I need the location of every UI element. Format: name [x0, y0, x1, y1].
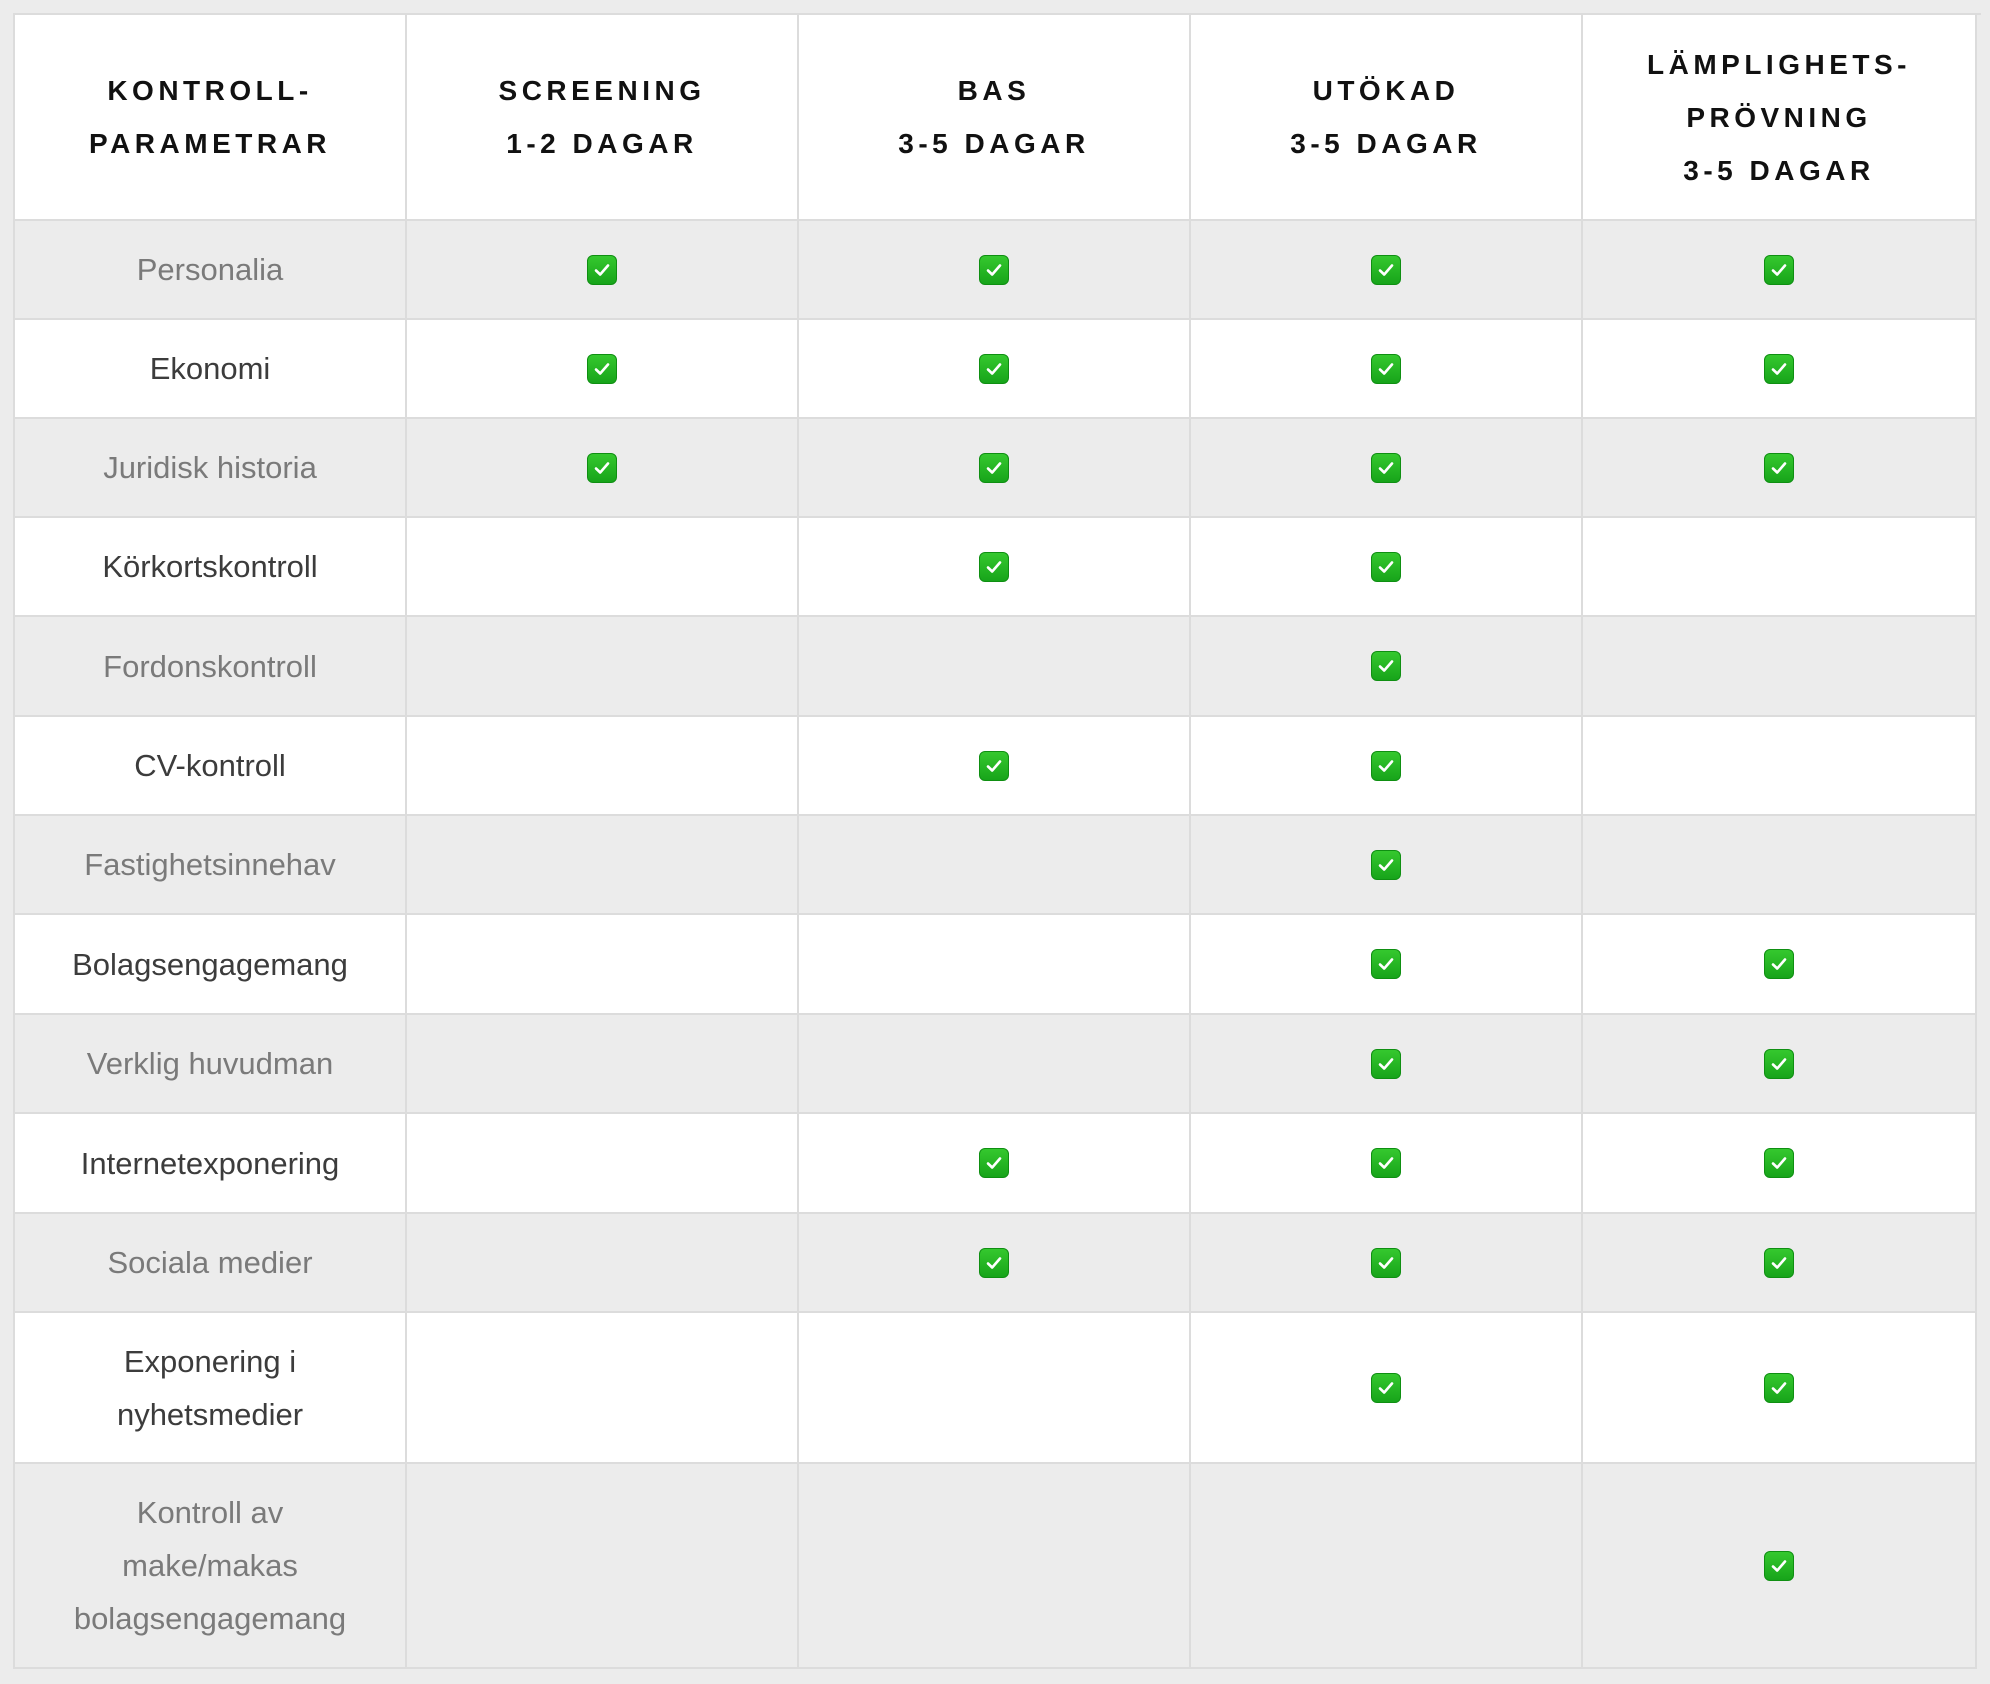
- table-cell: [799, 617, 1191, 717]
- table-cell: [1583, 1114, 1977, 1214]
- table-cell: [407, 617, 799, 717]
- check-mark-icon: [587, 354, 617, 384]
- check-mark-icon: [1371, 1148, 1401, 1178]
- table-cell: [407, 1214, 799, 1313]
- table-cell: [407, 320, 799, 419]
- check-mark-icon: [979, 751, 1009, 781]
- table-cell: [1191, 1464, 1583, 1669]
- table-cell: [407, 717, 799, 816]
- table-cell: [1191, 816, 1583, 915]
- table-cell: [1583, 1214, 1977, 1313]
- table-cell: [799, 1214, 1191, 1313]
- check-mark-icon: [1764, 1049, 1794, 1079]
- table-cell: [407, 816, 799, 915]
- table-cell: [1191, 221, 1583, 320]
- table-cell: [1583, 717, 1977, 816]
- check-mark-icon: [587, 255, 617, 285]
- row-label: Bolagsengagemang: [15, 915, 407, 1015]
- table-cell: [799, 320, 1191, 419]
- table-cell: [407, 1313, 799, 1464]
- column-header-parameters: KONTROLL- PARAMETRAR: [15, 15, 407, 221]
- table-cell: [1583, 320, 1977, 419]
- table-cell: [1191, 1313, 1583, 1464]
- comparison-table: [13, 13, 1981, 1669]
- row-label: CV-kontroll: [15, 717, 407, 816]
- table-cell: [1191, 1015, 1583, 1114]
- check-mark-icon: [1764, 949, 1794, 979]
- table-cell: [1191, 1214, 1583, 1313]
- check-mark-icon: [587, 453, 617, 483]
- check-mark-icon: [1371, 453, 1401, 483]
- row-label: Ekonomi: [15, 320, 407, 419]
- table-cell: [1583, 617, 1977, 717]
- check-mark-icon: [1764, 1248, 1794, 1278]
- check-mark-icon: [979, 453, 1009, 483]
- check-mark-icon: [1371, 651, 1401, 681]
- check-mark-icon: [1764, 1373, 1794, 1403]
- table-cell: [799, 419, 1191, 518]
- table-cell: [1583, 518, 1977, 617]
- table-cell: [799, 1464, 1191, 1669]
- table-cell: [1191, 915, 1583, 1015]
- table-cell: [1583, 915, 1977, 1015]
- check-mark-icon: [1371, 850, 1401, 880]
- table-cell: [1191, 518, 1583, 617]
- row-label: Fordonskontroll: [15, 617, 407, 717]
- check-mark-icon: [1371, 751, 1401, 781]
- table-cell: [799, 1015, 1191, 1114]
- table-cell: [1191, 320, 1583, 419]
- table-cell: [1583, 419, 1977, 518]
- check-mark-icon: [1371, 1248, 1401, 1278]
- table-cell: [799, 221, 1191, 320]
- table-cell: [407, 1464, 799, 1669]
- table-cell: [1191, 1114, 1583, 1214]
- table-cell: [407, 419, 799, 518]
- check-mark-icon: [1764, 453, 1794, 483]
- table-cell: [407, 221, 799, 320]
- table-cell: [1583, 1464, 1977, 1669]
- check-mark-icon: [1371, 354, 1401, 384]
- table-cell: [1191, 419, 1583, 518]
- check-mark-icon: [979, 552, 1009, 582]
- check-mark-icon: [1371, 1049, 1401, 1079]
- table-cell: [799, 816, 1191, 915]
- check-mark-icon: [1764, 1551, 1794, 1581]
- column-header-lamplighetsprovning: LÄMPLIGHETS- PRÖVNING 3-5 DAGAR: [1583, 15, 1977, 221]
- table-cell: [1191, 617, 1583, 717]
- check-mark-icon: [979, 1248, 1009, 1278]
- check-mark-icon: [1371, 949, 1401, 979]
- table-cell: [407, 915, 799, 1015]
- check-mark-icon: [1764, 1148, 1794, 1178]
- table-cell: [799, 915, 1191, 1015]
- check-mark-icon: [1371, 255, 1401, 285]
- row-label: Personalia: [15, 221, 407, 320]
- row-label: Internetexponering: [15, 1114, 407, 1214]
- check-mark-icon: [979, 255, 1009, 285]
- column-header-bas: BAS 3-5 DAGAR: [799, 15, 1191, 221]
- row-label: Juridisk historia: [15, 419, 407, 518]
- table-cell: [1583, 1015, 1977, 1114]
- row-label: Fastighetsinnehav: [15, 816, 407, 915]
- table-cell: [799, 717, 1191, 816]
- row-label: Exponering i nyhetsmedier: [15, 1313, 407, 1464]
- row-label: Körkortskontroll: [15, 518, 407, 617]
- table-cell: [1583, 221, 1977, 320]
- table-cell: [799, 1313, 1191, 1464]
- table-cell: [407, 1015, 799, 1114]
- table-cell: [1583, 816, 1977, 915]
- table-cell: [1191, 717, 1583, 816]
- row-label: Kontroll av make/makas bolagsengagemang: [15, 1464, 407, 1669]
- column-header-screening: SCREENING 1-2 DAGAR: [407, 15, 799, 221]
- table-cell: [799, 518, 1191, 617]
- check-mark-icon: [1764, 255, 1794, 285]
- table-cell: [799, 1114, 1191, 1214]
- row-label: Verklig huvudman: [15, 1015, 407, 1114]
- check-mark-icon: [1764, 354, 1794, 384]
- check-mark-icon: [1371, 552, 1401, 582]
- check-mark-icon: [979, 1148, 1009, 1178]
- row-label: Sociala medier: [15, 1214, 407, 1313]
- check-mark-icon: [1371, 1373, 1401, 1403]
- table-cell: [1583, 1313, 1977, 1464]
- table-cell: [407, 518, 799, 617]
- table-cell: [407, 1114, 799, 1214]
- check-mark-icon: [979, 354, 1009, 384]
- column-header-utokad: UTÖKAD 3-5 DAGAR: [1191, 15, 1583, 221]
